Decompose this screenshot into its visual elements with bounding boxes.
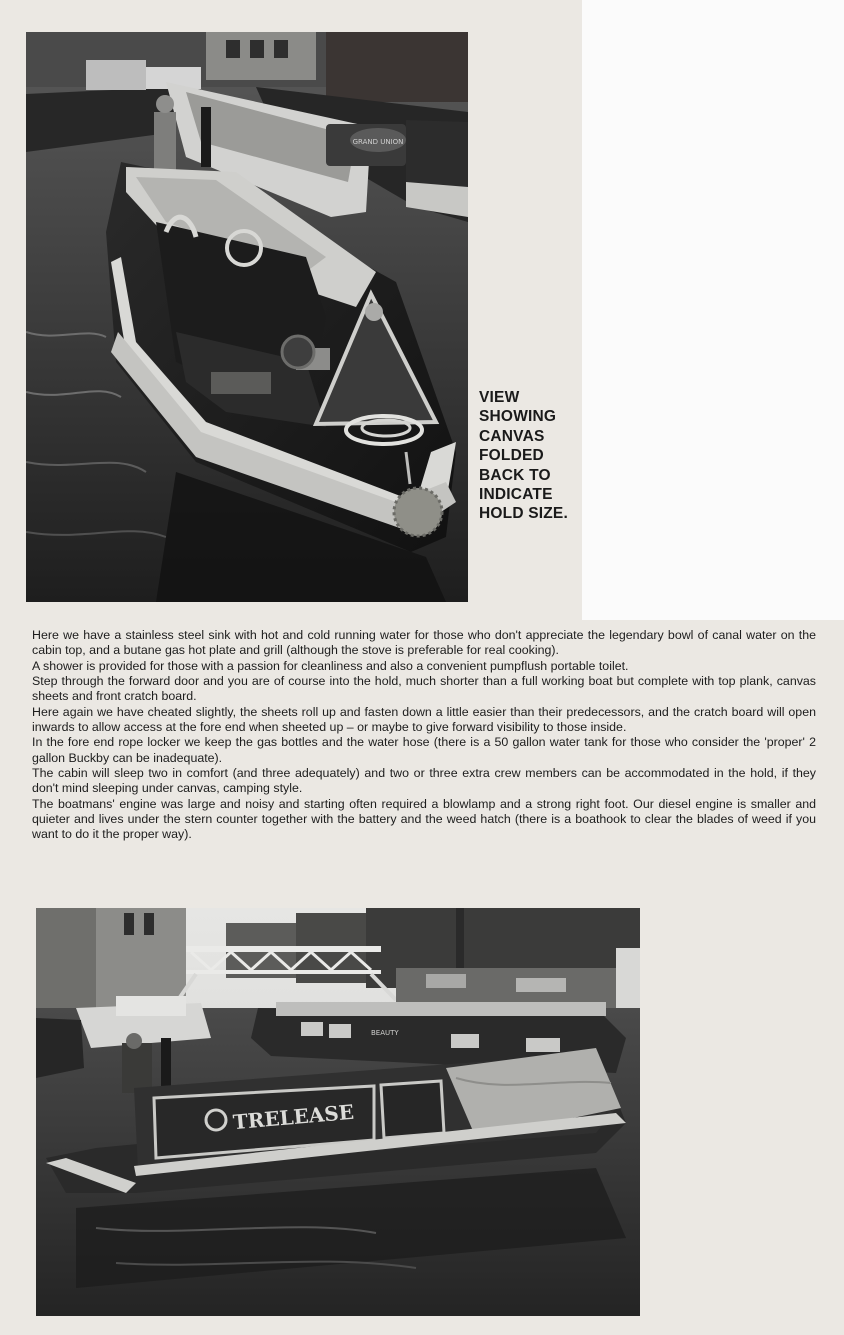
paragraph: In the fore end rope locker we keep the gas bottles and the water hose (there is a 50 gallon water tank for those who consider the 'proper' 2 gallon Buckby can be inadequate). [32,735,816,765]
caption-line: HOLD SIZE. [479,505,568,523]
caption-line: SHOWING [479,408,557,426]
paragraph: The cabin will sleep two in comfort (and three adequately) and two or three extra crew members can be accommodated in the hold, if they don't mind sleeping under canvas, camping style. [32,766,816,796]
paragraph: The boatmans' engine was large and noisy and starting often required a blowlamp and a strong right foot. Our diesel engine is smaller and quieter and lives under the stern counter together with the battery and the weed hatch (there is a boathook to clear the blades of weed if you want to do it the proper way). [32,796,816,842]
boat-name: TRELEASE [231,1099,355,1135]
caption-line: BACK TO [479,466,551,484]
photo-narrowboat-bow-image [26,32,468,602]
body-text [32,628,816,843]
paragraph: Step through the forward door and you are of course into the hold, much shorter than a full working boat but complete with top plank, canvas sheets and front cratch board. [32,674,816,704]
blank-margin [582,0,844,620]
caption-line: CANVAS [479,427,545,445]
photo-narrowboat-bow [26,32,468,602]
background-boat-name: BEAUTY [371,1029,399,1037]
paragraph: A shower is provided for those with a passion for cleanliness and also a convenient pumpflush portable toilet. [32,658,629,673]
caption-line: INDICATE [479,486,553,504]
paragraph: Here we have a stainless steel sink with hot and cold running water for those who don't appreciate the legendary bowl of canal water on the cabin top, and a butane gas hot plate and grill (although the stove is preferable for real cooking). [32,628,816,658]
photo-narrowboat-trelease-image [36,908,640,1316]
photo-narrowboat-trelease [36,908,640,1316]
paragraph: Here again we have cheated slightly, the sheets roll up and fasten down a little easier than their predecessors, and the cratch board will open inwards to allow access at the fore end when sheeted up – or maybe to give forward visibility to those inside. [32,704,816,735]
sign-text: GRAND UNION [352,138,404,146]
caption-line: VIEW [479,389,520,406]
caption-line: FOLDED [479,447,544,465]
photo-caption [479,388,589,524]
